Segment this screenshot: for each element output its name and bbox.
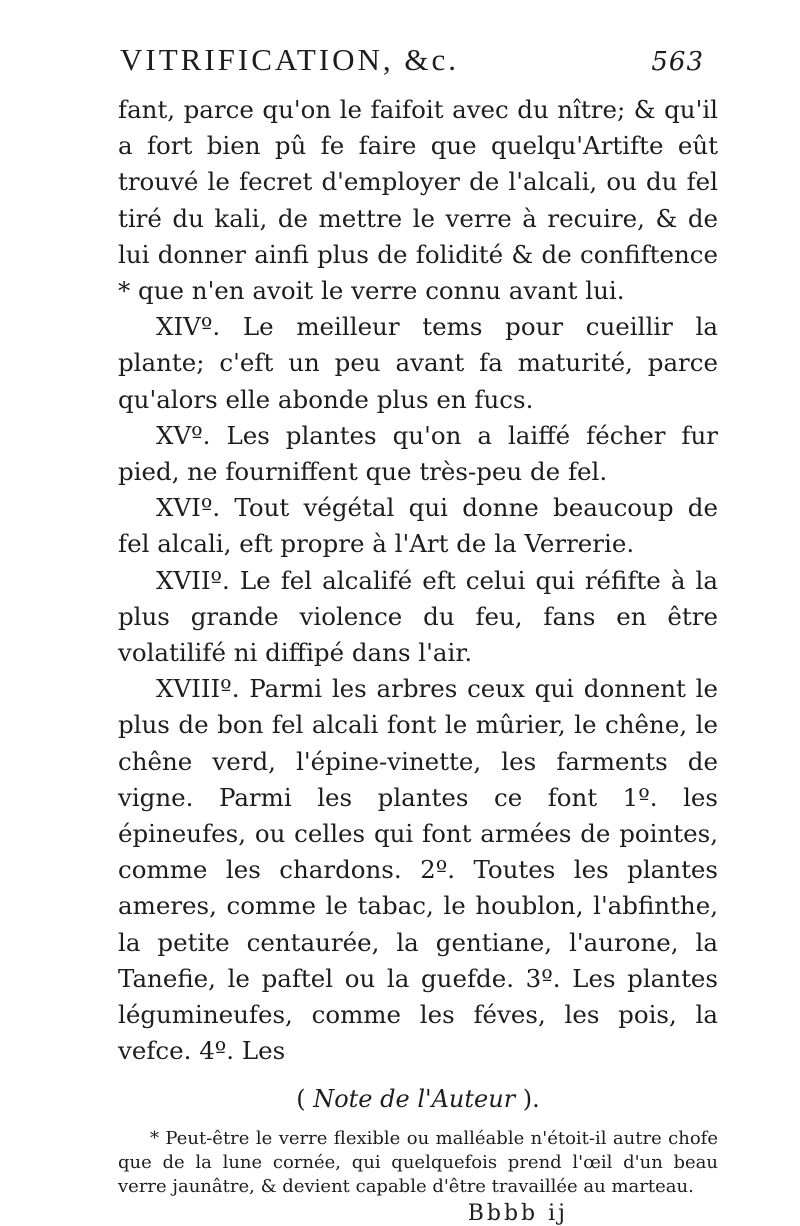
page-number: 563 [651,47,704,77]
paragraph-xvii: XVIIº. Le fel alcalifé eft celui qui réfifte à la plus grande violence du feu, fans en être volatilifé ni diffipé dans l'air. [118,565,718,668]
running-title: VITRIFICATION, &c. [120,42,459,77]
note-heading [118,1085,718,1121]
paragraph-continuation: fant, parce qu'on le faifoit avec du nître; & qu'il a fort bien pû fe faire que quelqu'Artifte eût trouvé le fecret d'employer de l'alcali, ou du fel tiré du kali, de mettre le verre à recuire, & de lui donner ainfi plus de folidité & de confiftence * que n'en avoit le verre connu avant lui. [118,95,718,306]
signature-mark: Bbbb ij [467,1201,568,1226]
paragraph-xvi: XVIº. Tout végétal qui donne beaucoup de fel alcali, eft propre à l'Art de la Verrerie. [118,493,718,559]
paragraph-xiv: XIVº. Le meilleur tems pour cueillir la plante; c'eft un peu avant fa maturité, parce qu'alors elle abonde plus en fucs. [118,312,718,414]
book-page [118,42,718,1226]
main-text [118,92,718,1069]
note-heading-text: Note de l'Auteur [313,1085,516,1114]
note-heading-open: ( [296,1085,314,1114]
paragraph-xviii: XVIIIº. Parmi les arbres ceux qui donnent le plus de bon fel alcali font le mûrier, le chêne, le chêne verd, l'épine-vinette, les farments de vigne. Parmi les plantes ce font 1º. les épineufes, ou celles qui font armées de pointes, comme les chardons. 2º. Toutes les plantes ameres, comme le tabac, le houblon, l'abfinthe, la petite centaurée, la gentiane, l'aurone, la Tanefie, le paftel ou la guefde. 3º. Les plantes légumineufes, comme les féves, les pois, la vefce. 4º. Les [118,674,718,1066]
note-heading-close: ). [515,1085,540,1114]
paragraph-xv: XVº. Les plantes qu'on a laiffé fécher fur pied, ne fourniffent que très-peu de fel. [118,420,718,487]
footnote-text: * Peut-être le verre flexible ou malléable n'étoit-il autre chofe que de la lune cornée, qui quelquefois prend l'œil d'un beau verre jaunâtre, & devient capable d'être travaillée au marteau. [118,1128,718,1198]
running-head [118,42,718,92]
footnote [118,1127,718,1199]
